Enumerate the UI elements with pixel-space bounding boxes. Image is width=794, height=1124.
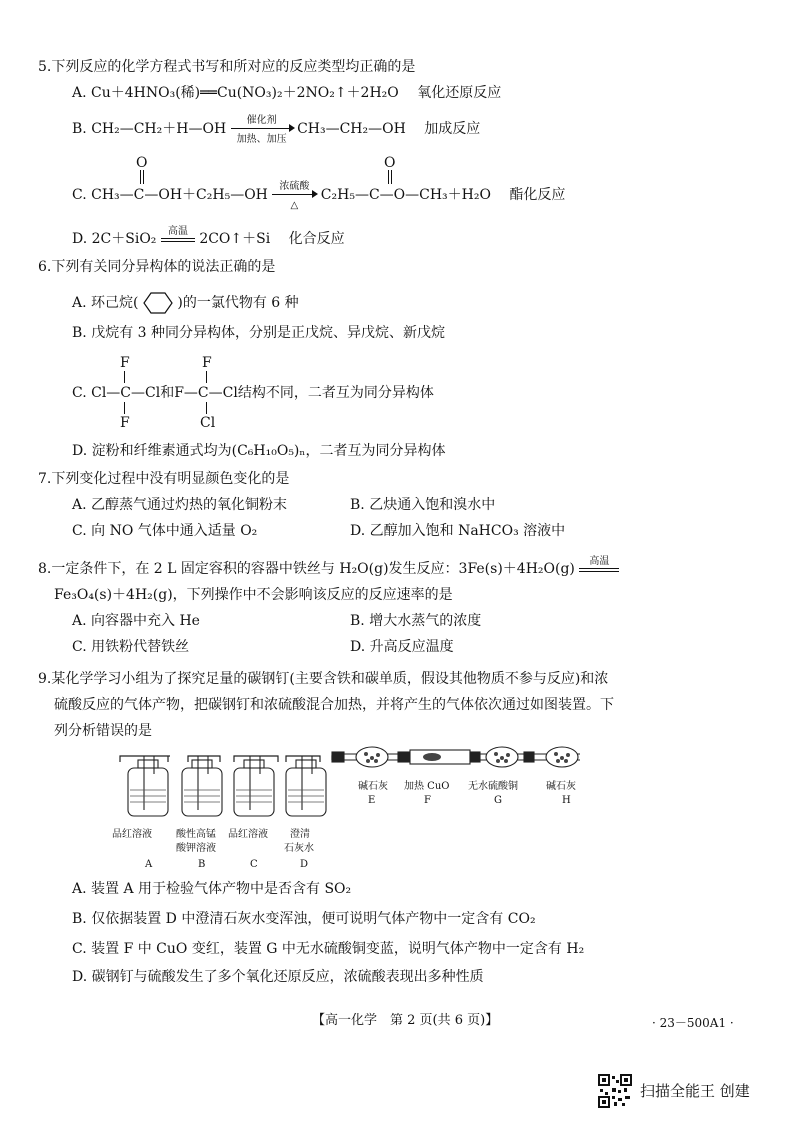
letter-c: C: [250, 859, 258, 870]
q6-a-pre: A. 环己烷(: [72, 295, 139, 311]
q8-option-a: A. 向容器中充入 He: [72, 613, 200, 629]
q6-c-f-top-2: F: [202, 355, 212, 371]
letter-f: F: [424, 795, 431, 806]
letter-d: D: [300, 859, 309, 870]
letter-a: A: [145, 859, 153, 870]
q5-c-cond-top: 浓硫酸: [279, 181, 310, 192]
q5-c-double-bond-2: [388, 170, 390, 184]
label-b1: 酸性高锰: [176, 829, 216, 840]
q5-c-double-bond-2b: [391, 170, 393, 184]
q5-c-right: C₂H₅—C—O—CH₃＋H₂O: [320, 187, 491, 203]
q6-a-post: )的一氯代物有 6 种: [177, 295, 299, 311]
q5-b-left: B. CH₂—CH₂＋H—OH: [72, 121, 227, 137]
q5-stem: 5.下列反应的化学方程式书写和所对应的反应类型均正确的是: [38, 59, 416, 75]
q9-option-b: B. 仅依据装置 D 中澄清石灰水变浑浊，便可说明气体产物中一定含有 CO₂: [72, 911, 536, 927]
watermark-text: 扫描全能王 创建: [640, 1082, 750, 1100]
label-f: 加热 CuO: [404, 781, 450, 792]
q5-c-cond-bot: △: [290, 200, 299, 211]
q5-b-type: 加成反应: [424, 121, 481, 137]
q5-b-arrow: [231, 115, 293, 145]
q7-option-b: B. 乙炔通入饱和溴水中: [350, 497, 496, 513]
q5-c-oxygen-2: O: [384, 155, 396, 171]
q6-option-c: C. Cl—C—Cl和F—C—Cl结构不同，二者互为同分异构体: [72, 385, 434, 401]
q5-b-right: CH₃—CH₂—OH: [297, 121, 406, 137]
q9-option-a: A. 装置 A 用于检验气体产物中是否含有 SO₂: [72, 881, 352, 897]
letter-b: B: [198, 859, 206, 870]
label-d2: 石灰水: [284, 843, 314, 854]
letter-h: H: [562, 795, 571, 806]
q7-option-c: C. 向 NO 气体中通入适量 O₂: [72, 523, 258, 539]
q8-stem-1-text: 8.一定条件下，在 2 L 固定容积的容器中铁丝与 H₂O(g)发生反应：3Fe(s)＋4H₂O(g): [38, 561, 575, 577]
q9-stem-2: 硫酸反应的气体产物，把碳钢钉和浓硫酸混合加热，并将产生的气体依次通过如图装置。下: [54, 697, 614, 713]
label-e: 碱石灰: [358, 781, 388, 792]
q6-stem: 6.下列有关同分异构体的说法正确的是: [38, 259, 276, 275]
q6-c-cl-bottom: Cl: [200, 415, 216, 431]
label-c: 品红溶液: [228, 829, 268, 840]
q9-stem-1: 9.某化学学习小组为了探究足量的碳钢钉(主要含铁和碳单质，假设其他物质不参与反应)和浓: [38, 671, 609, 687]
q5-c-double-bond-1: [140, 170, 142, 184]
cyclohexane-hexagon-icon: [143, 292, 173, 314]
q7-option-a: A. 乙醇蒸气通过灼热的氧化铜粉末: [72, 497, 288, 513]
q5-d-right: 2CO↑＋Si: [199, 231, 271, 247]
qr-code-icon: [598, 1074, 632, 1108]
page-footer: 【高一化学 第 2 页(共 6 页)】: [312, 1013, 499, 1028]
q9-stem-3: 列分析错误的是: [54, 723, 152, 739]
q8-stem-1: [38, 556, 619, 578]
q5-b-cond-top: 催化剂: [246, 115, 277, 126]
label-b2: 酸钾溶液: [176, 843, 216, 854]
q8-option-c: C. 用铁粉代替铁丝: [72, 639, 190, 655]
q5-d-left: D. 2C＋SiO₂: [72, 231, 157, 247]
q5-option-c: [72, 181, 566, 211]
q5-option-b: [72, 115, 481, 145]
apparatus-diagram: [110, 746, 590, 826]
q6-c-bond-2: [206, 371, 207, 383]
q6-option-d: D. 淀粉和纤维素通式均为(C₆H₁₀O₅)ₙ，二者互为同分异构体: [72, 443, 446, 459]
q5-option-a: [72, 84, 501, 102]
exam-code: · 23－500A1 ·: [652, 1016, 734, 1030]
q8-option-d: D. 升高反应温度: [350, 639, 454, 655]
q5-c-type: 酯化反应: [509, 187, 566, 203]
q5-d-equals: [161, 226, 195, 248]
q6-c-f-bottom: F: [120, 415, 130, 431]
label-a: 品红溶液: [112, 829, 152, 840]
q6-option-b: B. 戊烷有 3 种同分异构体，分别是正戊烷、异戊烷、新戊烷: [72, 325, 445, 341]
q5-c-oxygen-1: O: [136, 155, 148, 171]
q5-c-left: C. CH₃—C—OH＋C₂H₅—OH: [72, 187, 268, 203]
q8-cond: 高温: [589, 556, 610, 567]
q5-a-equation: A. Cu＋4HNO₃(稀)══Cu(NO₃)₂＋2NO₂↑＋2H₂O: [72, 85, 399, 101]
q5-c-arrow: [272, 181, 316, 211]
q7-option-d: D. 乙醇加入饱和 NaHCO₃ 溶液中: [350, 523, 566, 539]
q6-option-a: [72, 292, 299, 314]
q5-a-type: 氧化还原反应: [417, 85, 502, 101]
q5-b-cond-bot: 加热、加压: [236, 134, 287, 145]
q5-d-type: 化合反应: [288, 231, 345, 247]
letter-e: E: [368, 795, 376, 806]
q8-stem-2: Fe₃O₄(s)＋4H₂(g)，下列操作中不会影响该反应的反应速率的是: [54, 587, 453, 603]
q8-equilibrium-arrow: [579, 556, 619, 578]
label-g: 无水硫酸铜: [468, 781, 518, 792]
q6-c-bond-4: [206, 402, 207, 414]
q9-option-d: D. 碳钢钉与硫酸发生了多个氧化还原反应，浓硫酸表现出多种性质: [72, 969, 484, 985]
q6-c-f-top-1: F: [120, 355, 130, 371]
letter-g: G: [494, 795, 502, 806]
q5-d-cond: 高温: [167, 226, 188, 237]
q6-c-bond-1: [124, 371, 125, 383]
q7-stem: 7.下列变化过程中没有明显颜色变化的是: [38, 471, 290, 487]
label-h: 碱石灰: [546, 781, 576, 792]
q9-option-c: C. 装置 F 中 CuO 变红，装置 G 中无水硫酸铜变蓝，说明气体产物中一定含有 H₂: [72, 941, 585, 957]
q5-c-double-bond-1b: [143, 170, 145, 184]
q8-option-b: B. 增大水蒸气的浓度: [350, 613, 482, 629]
q6-c-bond-3: [124, 402, 125, 414]
q5-option-d: [72, 226, 345, 248]
label-d1: 澄清: [290, 829, 310, 840]
